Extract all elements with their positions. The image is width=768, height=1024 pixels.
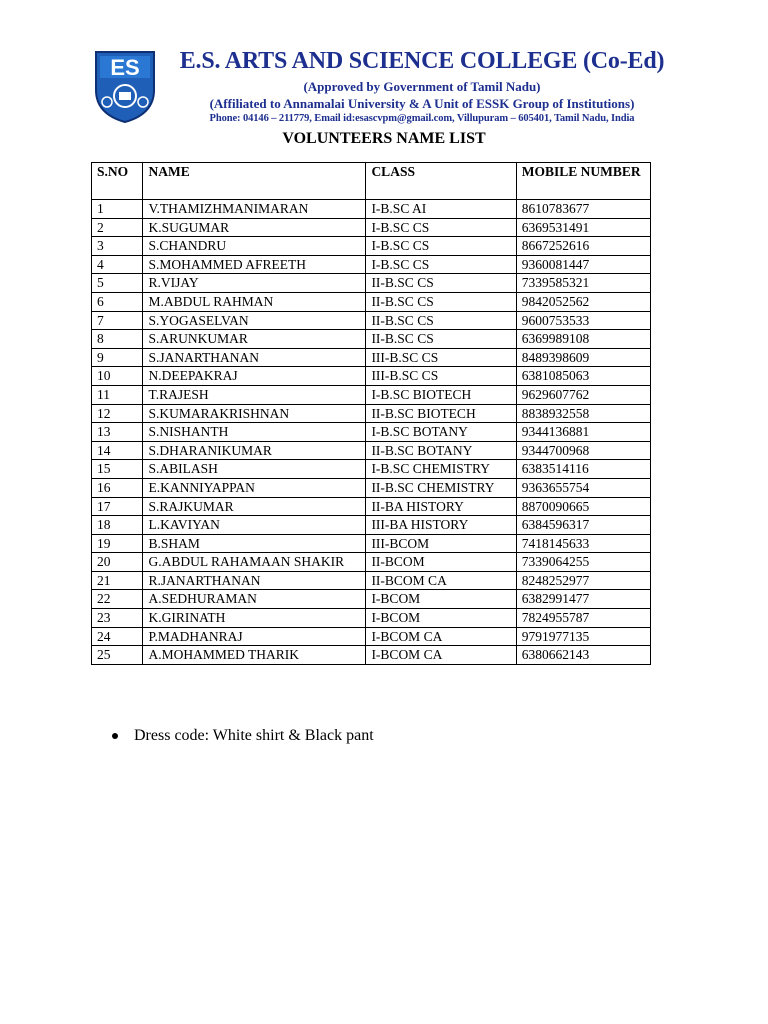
logo-lettering: ES	[110, 55, 140, 80]
cell-sno: 15	[92, 460, 143, 479]
cell-sno: 8	[92, 330, 143, 349]
cell-sno: 21	[92, 571, 143, 590]
table-row	[92, 478, 651, 497]
cell-mobile: 6383514116	[516, 460, 650, 479]
cell-sno: 5	[92, 274, 143, 293]
cell-sno: 11	[92, 385, 143, 404]
cell-mobile: 8248252977	[516, 571, 650, 590]
cell-mobile: 8610783677	[516, 200, 650, 219]
cell-mobile: 8489398609	[516, 348, 650, 367]
cell-name: S.JANARTHANAN	[143, 348, 366, 367]
cell-class: II-B.SC CS	[366, 274, 516, 293]
table-row	[92, 200, 651, 219]
cell-mobile: 7418145633	[516, 534, 650, 553]
cell-name: S.RAJKUMAR	[143, 497, 366, 516]
cell-mobile: 9629607762	[516, 385, 650, 404]
cell-class: I-BCOM	[366, 609, 516, 628]
cell-class: II-BCOM CA	[366, 571, 516, 590]
cell-class: I-BCOM	[366, 590, 516, 609]
cell-name: E.KANNIYAPPAN	[143, 478, 366, 497]
cell-mobile: 7824955787	[516, 609, 650, 628]
header-name: NAME	[143, 163, 366, 200]
table-row	[92, 553, 651, 572]
table-row	[92, 571, 651, 590]
cell-name: S.CHANDRU	[143, 237, 366, 256]
cell-mobile: 6382991477	[516, 590, 650, 609]
cell-class: I-BCOM CA	[366, 627, 516, 646]
cell-name: B.SHAM	[143, 534, 366, 553]
cell-sno: 18	[92, 516, 143, 535]
cell-name: L.KAVIYAN	[143, 516, 366, 535]
cell-sno: 22	[92, 590, 143, 609]
cell-class: I-BCOM CA	[366, 646, 516, 665]
cell-name: S.NISHANTH	[143, 423, 366, 442]
cell-class: I-B.SC CS	[366, 218, 516, 237]
cell-class: III-B.SC CS	[366, 367, 516, 386]
cell-sno: 12	[92, 404, 143, 423]
cell-mobile: 8870090665	[516, 497, 650, 516]
cell-sno: 23	[92, 609, 143, 628]
college-name: E.S. ARTS AND SCIENCE COLLEGE (Co-Ed)	[179, 48, 665, 74]
cell-class: II-BA HISTORY	[366, 497, 516, 516]
table-row	[92, 404, 651, 423]
cell-sno: 19	[92, 534, 143, 553]
cell-class: III-BCOM	[366, 534, 516, 553]
cell-sno: 13	[92, 423, 143, 442]
cell-mobile: 8667252616	[516, 237, 650, 256]
table-row	[92, 534, 651, 553]
cell-mobile: 6384596317	[516, 516, 650, 535]
dress-code-note	[112, 727, 374, 745]
cell-name: G.ABDUL RAHAMAAN SHAKIR	[143, 553, 366, 572]
table-row	[92, 441, 651, 460]
cell-class: II-B.SC BOTANY	[366, 441, 516, 460]
cell-sno: 20	[92, 553, 143, 572]
cell-class: I-B.SC CS	[366, 255, 516, 274]
cell-class: I-B.SC CS	[366, 237, 516, 256]
cell-class: III-BA HISTORY	[366, 516, 516, 535]
table-row	[92, 646, 651, 665]
cell-sno: 1	[92, 200, 143, 219]
cell-name: S.ABILASH	[143, 460, 366, 479]
table-row	[92, 330, 651, 349]
college-logo-icon	[92, 48, 158, 124]
cell-mobile: 6380662143	[516, 646, 650, 665]
table-row	[92, 385, 651, 404]
table-row	[92, 460, 651, 479]
table-row	[92, 590, 651, 609]
cell-name: S.KUMARAKRISHNAN	[143, 404, 366, 423]
table-row	[92, 292, 651, 311]
cell-mobile: 9600753533	[516, 311, 650, 330]
cell-name: T.RAJESH	[143, 385, 366, 404]
cell-class: II-BCOM	[366, 553, 516, 572]
table-row	[92, 609, 651, 628]
table-header-row	[92, 163, 651, 200]
cell-class: I-B.SC BIOTECH	[366, 385, 516, 404]
cell-name: S.MOHAMMED AFREETH	[143, 255, 366, 274]
table-row	[92, 627, 651, 646]
cell-mobile: 6369531491	[516, 218, 650, 237]
cell-sno: 24	[92, 627, 143, 646]
cell-class: I-B.SC BOTANY	[366, 423, 516, 442]
cell-mobile: 6369989108	[516, 330, 650, 349]
table-row	[92, 348, 651, 367]
table-row	[92, 218, 651, 237]
cell-class: I-B.SC CHEMISTRY	[366, 460, 516, 479]
cell-mobile: 9344136881	[516, 423, 650, 442]
cell-sno: 4	[92, 255, 143, 274]
cell-sno: 3	[92, 237, 143, 256]
table-row	[92, 367, 651, 386]
cell-name: S.YOGASELVAN	[143, 311, 366, 330]
cell-name: S.ARUNKUMAR	[143, 330, 366, 349]
cell-sno: 25	[92, 646, 143, 665]
cell-name: R.VIJAY	[143, 274, 366, 293]
cell-name: A.MOHAMMED THARIK	[143, 646, 366, 665]
cell-mobile: 6381085063	[516, 367, 650, 386]
cell-class: II-B.SC CS	[366, 292, 516, 311]
cell-class: II-B.SC CS	[366, 330, 516, 349]
bullet-icon	[112, 733, 118, 739]
table-row	[92, 255, 651, 274]
cell-mobile: 7339064255	[516, 553, 650, 572]
affiliation-line: (Affiliated to Annamalai University & A Unit of ESSK Group of Institutions)	[209, 96, 635, 111]
cell-mobile: 9360081447	[516, 255, 650, 274]
table-row	[92, 311, 651, 330]
table-row	[92, 497, 651, 516]
contact-line: Phone: 04146 – 211779, Email id:esascvpm@gmail.com, Villupuram – 605401, Tamil Nadu, India	[209, 113, 635, 124]
cell-name: M.ABDUL RAHMAN	[143, 292, 366, 311]
cell-mobile: 8838932558	[516, 404, 650, 423]
cell-class: I-B.SC AI	[366, 200, 516, 219]
cell-sno: 6	[92, 292, 143, 311]
cell-name: K.SUGUMAR	[143, 218, 366, 237]
cell-name: N.DEEPAKRAJ	[143, 367, 366, 386]
header-class: CLASS	[366, 163, 516, 200]
cell-sno: 9	[92, 348, 143, 367]
cell-mobile: 7339585321	[516, 274, 650, 293]
cell-sno: 17	[92, 497, 143, 516]
header-sno: S.NO	[92, 163, 143, 200]
cell-class: II-B.SC BIOTECH	[366, 404, 516, 423]
table-row	[92, 237, 651, 256]
table-row	[92, 423, 651, 442]
dress-code-text: Dress code: White shirt & Black pant	[134, 727, 374, 744]
cell-name: S.DHARANIKUMAR	[143, 441, 366, 460]
cell-class: III-B.SC CS	[366, 348, 516, 367]
cell-mobile: 9842052562	[516, 292, 650, 311]
approval-line: (Approved by Government of Tamil Nadu)	[303, 79, 541, 94]
table-row	[92, 516, 651, 535]
cell-name: A.SEDHURAMAN	[143, 590, 366, 609]
table-row	[92, 274, 651, 293]
cell-sno: 7	[92, 311, 143, 330]
cell-name: K.GIRINATH	[143, 609, 366, 628]
cell-sno: 14	[92, 441, 143, 460]
cell-name: V.THAMIZHMANIMARAN	[143, 200, 366, 219]
cell-mobile: 9791977135	[516, 627, 650, 646]
cell-mobile: 9344700968	[516, 441, 650, 460]
page-title: VOLUNTEERS NAME LIST	[282, 130, 486, 147]
cell-class: II-B.SC CS	[366, 311, 516, 330]
cell-sno: 10	[92, 367, 143, 386]
letterhead	[92, 46, 672, 126]
volunteers-table	[91, 162, 651, 665]
cell-name: R.JANARTHANAN	[143, 571, 366, 590]
cell-name: P.MADHANRAJ	[143, 627, 366, 646]
cell-class: II-B.SC CHEMISTRY	[366, 478, 516, 497]
cell-mobile: 9363655754	[516, 478, 650, 497]
header-mobile: MOBILE NUMBER	[516, 163, 650, 200]
cell-sno: 16	[92, 478, 143, 497]
cell-sno: 2	[92, 218, 143, 237]
